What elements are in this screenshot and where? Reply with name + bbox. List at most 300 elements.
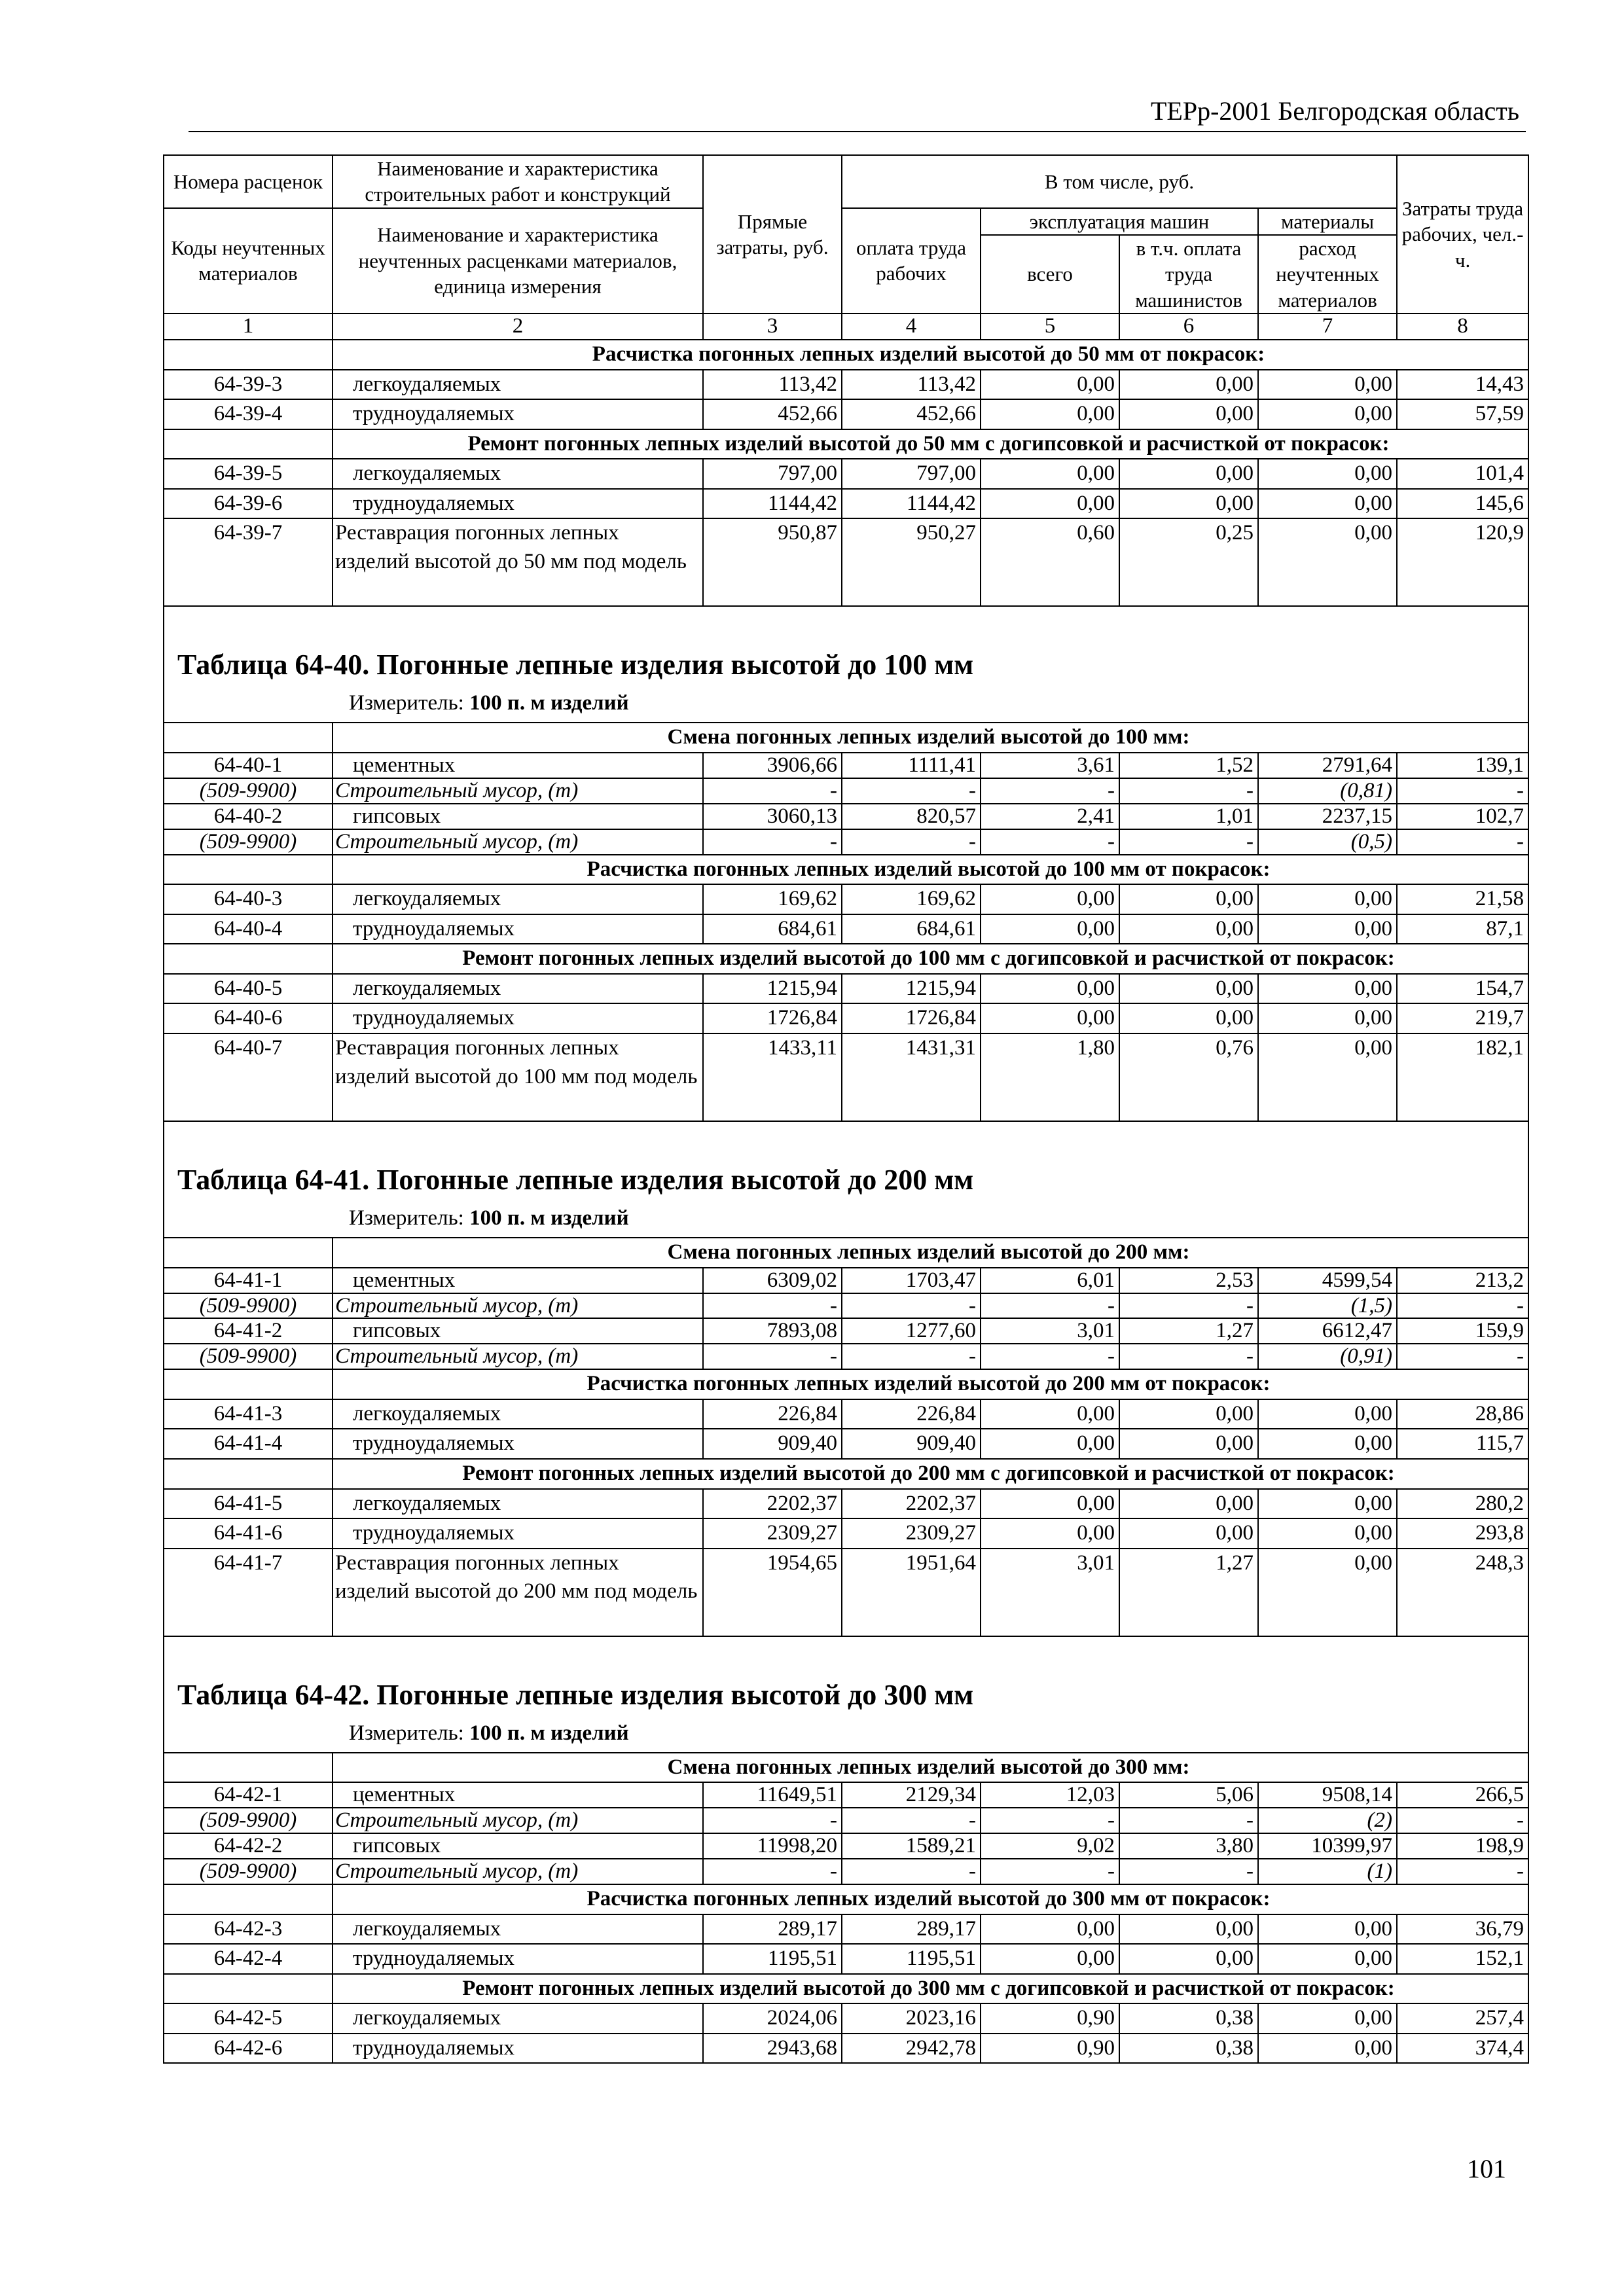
material-labor-hours-cell: - [1397,1293,1528,1319]
worker-pay-cell: 169,62 [842,884,981,914]
machinist-pay-cell: 0,38 [1119,2003,1258,2034]
direct-cost-cell: 1215,94 [703,974,842,1004]
worker-pay-cell: 1277,60 [842,1318,981,1344]
rate-name: Реставрация погонных лепных изделий высотой до 200 мм под модель [333,1549,703,1636]
material-name: Строительный мусор, (т) [333,829,703,855]
rate-row [164,1914,1528,1945]
measure-line [164,687,1528,723]
rate-row [164,753,1528,778]
rate-row [164,370,1528,400]
measure-value: 100 п. м изделий [469,1721,629,1745]
material-name: Строительный мусор, (т) [333,778,703,804]
direct-cost-cell: 1433,11 [703,1033,842,1121]
labor-hours-cell: 101,4 [1397,459,1528,489]
machinist-pay-cell: 0,00 [1119,1003,1258,1033]
col-header-machinist-pay: в т.ч. оплата труда машинистов [1119,235,1258,314]
machines-total-cell: 0,00 [981,1003,1119,1033]
material-direct-cost-cell: - [703,778,842,804]
machines-total-cell: 1,80 [981,1033,1119,1121]
rate-code: 64-42-5 [164,2003,333,2034]
worker-pay-cell: 909,40 [842,1429,981,1459]
direct-cost-cell: 2309,27 [703,1518,842,1549]
labor-hours-cell: 139,1 [1397,753,1528,778]
material-machines-total-cell: - [981,778,1119,804]
column-number: 2 [333,314,703,340]
measure-line [164,1202,1528,1238]
worker-pay-cell: 2309,27 [842,1518,981,1549]
machines-total-cell: 0,00 [981,1399,1119,1429]
rate-name: легкоудаляемых [333,459,703,489]
material-machines-total-cell: - [981,1808,1119,1833]
rate-row [164,518,1528,606]
worker-pay-cell: 1703,47 [842,1268,981,1293]
machines-total-cell: 6,01 [981,1268,1119,1293]
machines-total-cell: 0,90 [981,2003,1119,2034]
worker-pay-cell: 2129,34 [842,1782,981,1808]
labor-hours-cell: 14,43 [1397,370,1528,400]
machinist-pay-cell: 0,00 [1119,459,1258,489]
machinist-pay-cell: 0,00 [1119,1914,1258,1945]
machines-total-cell: 3,01 [981,1318,1119,1344]
material-materials-cell: (1,5) [1258,1293,1397,1319]
direct-cost-cell: 3906,66 [703,753,842,778]
machines-total-cell: 9,02 [981,1833,1119,1859]
direct-cost-cell: 1726,84 [703,1003,842,1033]
direct-cost-cell: 11998,20 [703,1833,842,1859]
section-heading-spacer [164,340,333,370]
col-header-material-codes: Коды неучтенных материалов [164,208,333,314]
labor-hours-cell: 293,8 [1397,1518,1528,1549]
worker-pay-cell: 226,84 [842,1399,981,1429]
machinist-pay-cell: 0,00 [1119,1399,1258,1429]
machines-total-cell: 2,41 [981,804,1119,829]
table-gap [164,606,1528,643]
rate-name: гипсовых [333,804,703,829]
labor-hours-cell: 28,86 [1397,1399,1528,1429]
rate-name: трудноудаляемых [333,2034,703,2064]
materials-cell: 0,00 [1258,399,1397,429]
page-number: 101 [1467,2154,1506,2183]
machines-total-cell: 0,00 [981,1914,1119,1945]
machines-total-cell: 0,00 [981,1429,1119,1459]
labor-hours-cell: 145,6 [1397,489,1528,519]
rate-name: трудноудаляемых [333,489,703,519]
materials-cell: 0,00 [1258,1033,1397,1121]
rate-row [164,1318,1528,1344]
machinist-pay-cell: 0,00 [1119,1944,1258,1974]
materials-cell: 9508,14 [1258,1782,1397,1808]
material-materials-cell: (1) [1258,1859,1397,1884]
rate-code: 64-39-4 [164,399,333,429]
rate-row [164,1549,1528,1636]
machinist-pay-cell: 0,00 [1119,1429,1258,1459]
section-heading-spacer [164,1459,333,1489]
page-header-title: ТЕРр-2001 Белгородская область [1150,96,1519,126]
materials-cell: 0,00 [1258,1549,1397,1636]
rate-code: 64-42-3 [164,1914,333,1945]
col-header-work-name: Наименование и характеристика строительных работ и конструкций [333,155,703,208]
section-heading: Расчистка погонных лепных изделий высотой до 300 мм от покрасок: [333,1884,1528,1914]
labor-hours-cell: 374,4 [1397,2034,1528,2064]
direct-cost-cell: 797,00 [703,459,842,489]
section-heading: Смена погонных лепных изделий высотой до 200 мм: [333,1238,1528,1268]
worker-pay-cell: 1144,42 [842,489,981,519]
material-materials-cell: (0,81) [1258,778,1397,804]
column-number-row [164,314,1528,340]
materials-cell: 0,00 [1258,518,1397,606]
labor-hours-cell: 154,7 [1397,974,1528,1004]
rate-code: 64-41-2 [164,1318,333,1344]
machines-total-cell: 0,60 [981,518,1119,606]
materials-cell: 0,00 [1258,884,1397,914]
labor-hours-cell: 266,5 [1397,1782,1528,1808]
worker-pay-cell: 1951,64 [842,1549,981,1636]
machines-total-cell: 0,90 [981,2034,1119,2064]
labor-hours-cell: 87,1 [1397,914,1528,944]
machines-total-cell: 0,00 [981,370,1119,400]
table-title-row [164,1674,1528,1717]
rate-row [164,2003,1528,2034]
material-machinist-pay-cell: - [1119,829,1258,855]
rate-code: 64-41-4 [164,1429,333,1459]
material-code: (509-9900) [164,829,333,855]
direct-cost-cell: 2943,68 [703,2034,842,2064]
col-header-material-name: Наименование и характеристика неучтенных расценками материалов, единица измерения [333,208,703,314]
material-machinist-pay-cell: - [1119,1344,1258,1369]
worker-pay-cell: 113,42 [842,370,981,400]
section-heading-row [164,1238,1528,1268]
section-heading-row [164,723,1528,753]
header-row-1 [164,155,1528,208]
direct-cost-cell: 3060,13 [703,804,842,829]
rate-name: трудноудаляемых [333,1429,703,1459]
measure-value: 100 п. м изделий [469,1206,629,1230]
section-heading: Смена погонных лепных изделий высотой до 300 мм: [333,1753,1528,1783]
worker-pay-cell: 1111,41 [842,753,981,778]
materials-cell: 0,00 [1258,1429,1397,1459]
column-number: 3 [703,314,842,340]
machines-total-cell: 0,00 [981,399,1119,429]
rate-code: 64-41-7 [164,1549,333,1636]
material-row [164,778,1528,804]
machinist-pay-cell: 2,53 [1119,1268,1258,1293]
material-code: (509-9900) [164,1859,333,1884]
col-header-machines: эксплуатация машин [981,208,1258,235]
rate-code: 64-40-3 [164,884,333,914]
materials-cell: 6612,47 [1258,1318,1397,1344]
worker-pay-cell: 452,66 [842,399,981,429]
measure-label: Измеритель: [349,1721,464,1745]
section-heading-row [164,1884,1528,1914]
rate-code: 64-41-5 [164,1489,333,1519]
section-heading-row [164,1974,1528,2004]
header-divider [189,131,1526,132]
labor-hours-cell: 280,2 [1397,1489,1528,1519]
column-number: 5 [981,314,1119,340]
rate-row [164,1033,1528,1121]
labor-hours-cell: 21,58 [1397,884,1528,914]
direct-cost-cell: 6309,02 [703,1268,842,1293]
section-heading-spacer [164,855,333,885]
section-heading: Расчистка погонных лепных изделий высотой до 200 мм от покрасок: [333,1369,1528,1399]
worker-pay-cell: 2023,16 [842,2003,981,2034]
rate-code: 64-39-3 [164,370,333,400]
column-number: 8 [1397,314,1528,340]
section-heading: Ремонт погонных лепных изделий высотой до 100 мм с догипсовкой и расчисткой от покрасок: [333,944,1528,974]
rate-row [164,1268,1528,1293]
col-header-rate-number: Номера расценок [164,155,333,208]
material-materials-cell: (2) [1258,1808,1397,1833]
section-heading: Расчистка погонных лепных изделий высотой до 100 мм от покрасок: [333,855,1528,885]
rate-name: Реставрация погонных лепных изделий высотой до 50 мм под модель [333,518,703,606]
machines-total-cell: 3,61 [981,753,1119,778]
rate-name: легкоудаляемых [333,1914,703,1945]
labor-hours-cell: 152,1 [1397,1944,1528,1974]
material-machinist-pay-cell: - [1119,778,1258,804]
labor-hours-cell: 159,9 [1397,1318,1528,1344]
material-labor-hours-cell: - [1397,778,1528,804]
rate-code: 64-39-5 [164,459,333,489]
col-header-direct-costs: Прямые затраты, руб. [703,155,842,314]
rate-row [164,1944,1528,1974]
material-code: (509-9900) [164,1344,333,1369]
material-row [164,1293,1528,1319]
material-machines-total-cell: - [981,829,1119,855]
machines-total-cell: 0,00 [981,1518,1119,1549]
section-heading: Ремонт погонных лепных изделий высотой до 200 мм с догипсовкой и расчисткой от покрасок: [333,1459,1528,1489]
rate-row [164,884,1528,914]
rate-row [164,489,1528,519]
rate-code: 64-41-6 [164,1518,333,1549]
rate-code: 64-42-4 [164,1944,333,1974]
col-header-material-usage: расход неучтенных материалов [1258,235,1397,314]
material-row [164,1344,1528,1369]
worker-pay-cell: 950,27 [842,518,981,606]
material-direct-cost-cell: - [703,1808,842,1833]
section-heading: Смена погонных лепных изделий высотой до 100 мм: [333,723,1528,753]
direct-cost-cell: 2202,37 [703,1489,842,1519]
section-heading-spacer [164,1884,333,1914]
labor-hours-cell: 198,9 [1397,1833,1528,1859]
worker-pay-cell: 1195,51 [842,1944,981,1974]
rate-row [164,974,1528,1004]
material-labor-hours-cell: - [1397,829,1528,855]
column-number: 6 [1119,314,1258,340]
labor-hours-cell: 36,79 [1397,1914,1528,1945]
section-heading-spacer [164,1238,333,1268]
rate-code: 64-40-5 [164,974,333,1004]
machinist-pay-cell: 0,00 [1119,884,1258,914]
direct-cost-cell: 113,42 [703,370,842,400]
machinist-pay-cell: 1,52 [1119,753,1258,778]
direct-cost-cell: 169,62 [703,884,842,914]
measure-line [164,1717,1528,1753]
col-header-including: В том числе, руб. [842,155,1397,208]
material-direct-cost-cell: - [703,829,842,855]
rate-name: легкоудаляемых [333,2003,703,2034]
rate-code: 64-40-4 [164,914,333,944]
section-heading: Ремонт погонных лепных изделий высотой до 300 мм с догипсовкой и расчисткой от покрасок: [333,1974,1528,2004]
rate-name: гипсовых [333,1318,703,1344]
col-header-labor-hours: Затраты труда рабочих, чел.-ч. [1397,155,1528,314]
machinist-pay-cell: 0,00 [1119,489,1258,519]
material-worker-pay-cell: - [842,1808,981,1833]
rate-row [164,459,1528,489]
material-worker-pay-cell: - [842,1293,981,1319]
table-title-row [164,1158,1528,1202]
materials-cell: 2791,64 [1258,753,1397,778]
rate-name: трудноудаляемых [333,914,703,944]
material-machines-total-cell: - [981,1859,1119,1884]
rate-code: 64-39-7 [164,518,333,606]
machinist-pay-cell: 1,27 [1119,1318,1258,1344]
direct-cost-cell: 2024,06 [703,2003,842,2034]
rate-name: цементных [333,1782,703,1808]
rate-name: трудноудаляемых [333,1003,703,1033]
machines-total-cell: 0,00 [981,1489,1119,1519]
material-worker-pay-cell: - [842,1344,981,1369]
labor-hours-cell: 57,59 [1397,399,1528,429]
material-labor-hours-cell: - [1397,1859,1528,1884]
machinist-pay-cell: 0,76 [1119,1033,1258,1121]
materials-cell: 0,00 [1258,1914,1397,1945]
materials-cell: 0,00 [1258,974,1397,1004]
worker-pay-cell: 1215,94 [842,974,981,1004]
table-gap [164,1636,1528,1674]
materials-cell: 2237,15 [1258,804,1397,829]
rate-row [164,1833,1528,1859]
machines-total-cell: 0,00 [981,1944,1119,1974]
rate-row [164,1518,1528,1549]
header-row-2 [164,208,1528,235]
measure-row [164,1717,1528,1753]
material-machinist-pay-cell: - [1119,1859,1258,1884]
materials-cell: 0,00 [1258,914,1397,944]
column-number: 7 [1258,314,1397,340]
rate-code: 64-39-6 [164,489,333,519]
materials-cell: 0,00 [1258,1003,1397,1033]
materials-cell: 0,00 [1258,1944,1397,1974]
materials-cell: 0,00 [1258,1489,1397,1519]
material-worker-pay-cell: - [842,829,981,855]
worker-pay-cell: 289,17 [842,1914,981,1945]
machinist-pay-cell: 0,00 [1119,914,1258,944]
rate-code: 64-41-3 [164,1399,333,1429]
materials-cell: 0,00 [1258,2003,1397,2034]
material-worker-pay-cell: - [842,1859,981,1884]
section-heading-row [164,429,1528,459]
direct-cost-cell: 289,17 [703,1914,842,1945]
column-number: 1 [164,314,333,340]
direct-cost-cell: 452,66 [703,399,842,429]
table-title: Таблица 64-41. Погонные лепные изделия высотой до 200 мм [164,1158,1528,1202]
section-heading-row [164,340,1528,370]
labor-hours-cell: 257,4 [1397,2003,1528,2034]
worker-pay-cell: 820,57 [842,804,981,829]
section-heading-spacer [164,723,333,753]
table-gap [164,1121,1528,1158]
machines-total-cell: 3,01 [981,1549,1119,1636]
labor-hours-cell: 120,9 [1397,518,1528,606]
direct-cost-cell: 1195,51 [703,1944,842,1974]
section-heading-row [164,1753,1528,1783]
table-gap-row [164,606,1528,643]
table-title: Таблица 64-40. Погонные лепные изделия высотой до 100 мм [164,643,1528,687]
material-materials-cell: (0,91) [1258,1344,1397,1369]
section-heading-spacer [164,429,333,459]
machinist-pay-cell: 5,06 [1119,1782,1258,1808]
materials-cell: 0,00 [1258,1399,1397,1429]
direct-cost-cell: 909,40 [703,1429,842,1459]
rate-code: 64-42-6 [164,2034,333,2064]
materials-cell: 0,00 [1258,459,1397,489]
material-machinist-pay-cell: - [1119,1293,1258,1319]
table-title-row [164,643,1528,687]
rate-row [164,1429,1528,1459]
materials-cell: 10399,97 [1258,1833,1397,1859]
material-direct-cost-cell: - [703,1293,842,1319]
material-name: Строительный мусор, (т) [333,1808,703,1833]
rate-row [164,914,1528,944]
materials-cell: 4599,54 [1258,1268,1397,1293]
table-gap-row [164,1121,1528,1158]
machinist-pay-cell: 0,00 [1119,1489,1258,1519]
machinist-pay-cell: 0,38 [1119,2034,1258,2064]
labor-hours-cell: 182,1 [1397,1033,1528,1121]
machines-total-cell: 0,00 [981,974,1119,1004]
rate-name: цементных [333,1268,703,1293]
rate-code: 64-42-2 [164,1833,333,1859]
material-direct-cost-cell: - [703,1859,842,1884]
measure-label: Измеритель: [349,1206,464,1230]
material-labor-hours-cell: - [1397,1808,1528,1833]
machines-total-cell: 0,00 [981,914,1119,944]
price-table [163,154,1529,2064]
material-machines-total-cell: - [981,1344,1119,1369]
rate-name: легкоудаляемых [333,370,703,400]
material-machines-total-cell: - [981,1293,1119,1319]
table-title: Таблица 64-42. Погонные лепные изделия высотой до 300 мм [164,1674,1528,1717]
machines-total-cell: 12,03 [981,1782,1119,1808]
rate-row [164,1399,1528,1429]
rate-row [164,1003,1528,1033]
material-name: Строительный мусор, (т) [333,1344,703,1369]
column-number: 4 [842,314,981,340]
machinist-pay-cell: 0,00 [1119,370,1258,400]
section-heading: Расчистка погонных лепных изделий высотой до 50 мм от покрасок: [333,340,1528,370]
machinist-pay-cell: 0,25 [1119,518,1258,606]
machines-total-cell: 0,00 [981,459,1119,489]
rate-name: легкоудаляемых [333,884,703,914]
measure-row [164,1202,1528,1238]
rate-name: легкоудаляемых [333,1399,703,1429]
material-name: Строительный мусор, (т) [333,1293,703,1319]
machinist-pay-cell: 1,01 [1119,804,1258,829]
material-row [164,1859,1528,1884]
rate-code: 64-40-7 [164,1033,333,1121]
materials-cell: 0,00 [1258,370,1397,400]
material-row [164,1808,1528,1833]
labor-hours-cell: 102,7 [1397,804,1528,829]
rate-name: трудноудаляемых [333,399,703,429]
rate-code: 64-41-1 [164,1268,333,1293]
rate-name: Реставрация погонных лепных изделий высотой до 100 мм под модель [333,1033,703,1121]
rate-row [164,1489,1528,1519]
materials-cell: 0,00 [1258,2034,1397,2064]
direct-cost-cell: 7893,08 [703,1318,842,1344]
table-gap-row [164,1636,1528,1674]
rate-name: легкоудаляемых [333,974,703,1004]
